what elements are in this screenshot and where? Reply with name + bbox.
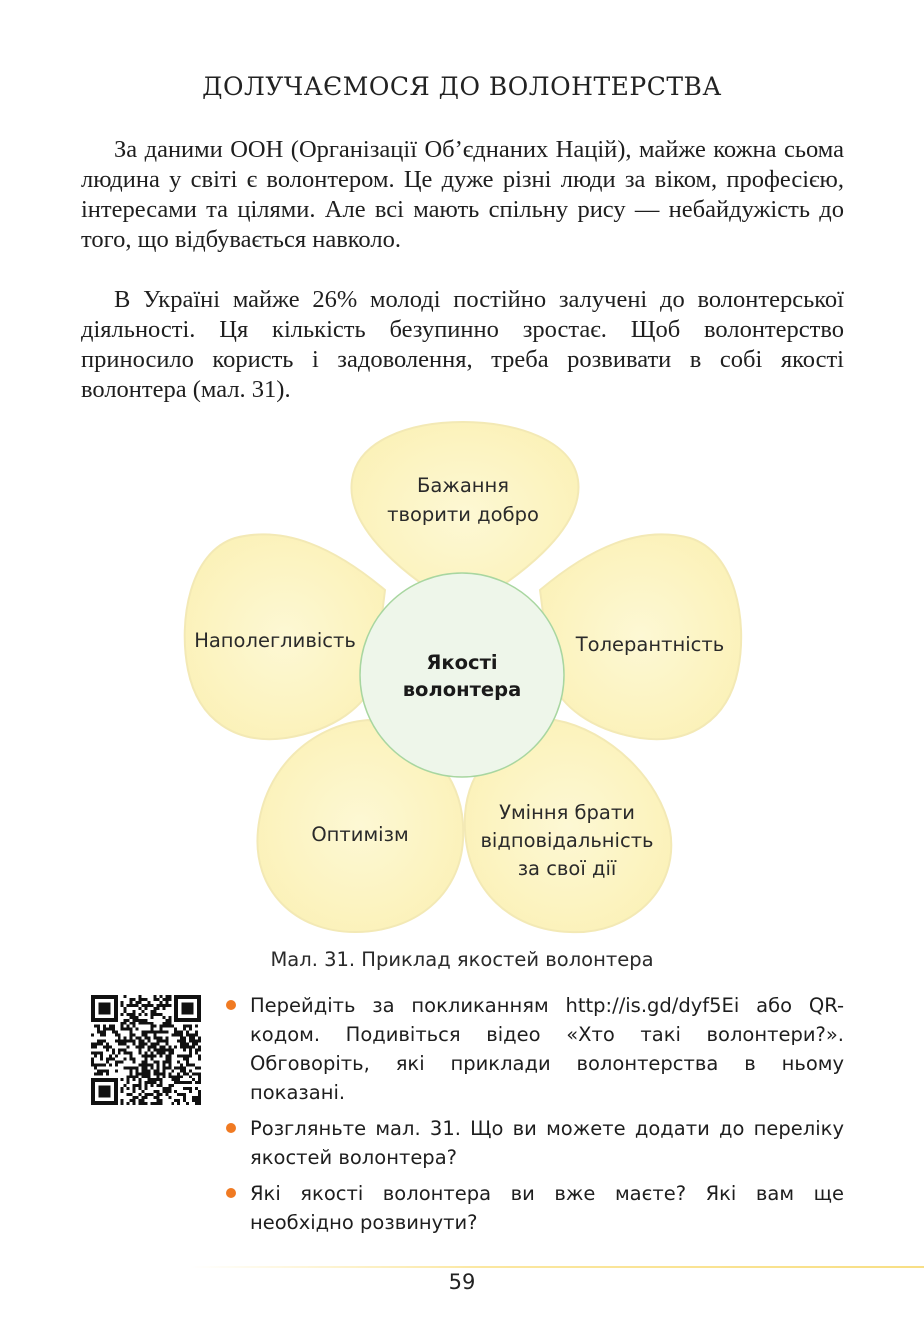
center-label-line1: Якості: [426, 651, 498, 674]
task-item-own-qualities: [224, 1179, 844, 1237]
petal-bottom-right-label-line2: відповідальність: [480, 829, 654, 852]
bullet-icon: [226, 1000, 236, 1010]
page-number: 59: [448, 1270, 476, 1294]
figure-caption: Мал. 31. Приклад якостей волонтера: [270, 948, 654, 971]
flower-center: [360, 573, 564, 777]
volunteer-qualities-flower: [0, 420, 924, 950]
center-label-line2: волонтера: [402, 678, 522, 701]
task-item-add-qualities: [224, 1114, 844, 1172]
petal-bottom-right-label-line1: Уміння брати: [499, 801, 635, 824]
page-title: ДОЛУЧАЄМОСЯ ДО ВОЛОНТЕРСТВА: [202, 72, 722, 101]
ukraine-paragraph: В Україні майже 26% молоді постійно залучені до волонтерської діяльності. Ця кількість безупинно зростає. Щоб волонтерство приносило користь і задоволення, треба розвивати в собі якості волонтера (мал. 31).: [81, 286, 844, 403]
petal-bottom-left-label: Оптимізм: [311, 823, 409, 846]
petal-top-label-line2: творити добро: [387, 503, 539, 526]
task-text: Які якості волонтера ви вже маєте? Які вам ще необхідно розвинути?: [250, 1182, 844, 1234]
petal-right-label: Толерантність: [575, 633, 725, 656]
task-item-video: [224, 991, 844, 1107]
bullet-icon: [226, 1188, 236, 1198]
footer-divider: [190, 1266, 924, 1268]
petal-top-label-line1: Бажання: [416, 474, 510, 497]
qr-code[interactable]: [91, 995, 201, 1105]
task-text: Розгляньте мал. 31. Що ви можете додати до переліку якостей волонтера?: [250, 1117, 844, 1169]
petal-left-label: Наполегливість: [194, 629, 356, 652]
task-text: Перейдіть за покликанням http://is.gd/dyf5Ei або QR-кодом. Подивіться відео «Хто такі волонтери?». Обговоріть, які приклади волонтерства в ньому показані.: [250, 994, 844, 1104]
bullet-icon: [226, 1123, 236, 1133]
intro-paragraph: За даними ООН (Організації Об’єднаних Націй), майже кожна сьома людина у світі є волонтером. Це дуже різні люди за віком, професією, інтересами та цілями. Але всі мають спільну рису — небайдужість до того, що відбувається навколо.: [81, 136, 844, 253]
task-list: [224, 991, 844, 1244]
petal-bottom-right-label-line3: за свої дії: [517, 857, 617, 880]
